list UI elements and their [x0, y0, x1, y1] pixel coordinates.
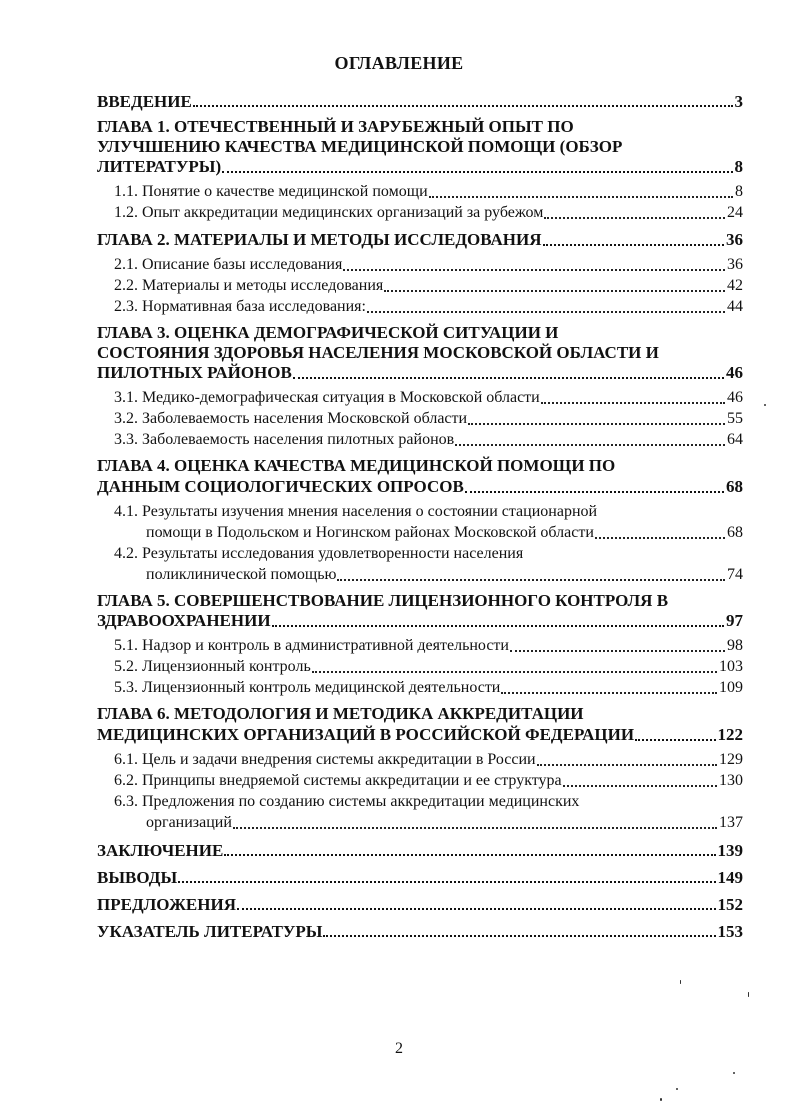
toc-page: 149 [717, 867, 743, 887]
dot-leader [337, 578, 725, 581]
chapter-title-line: СОСТОЯНИЯ ЗДОРОВЬЯ НАСЕЛЕНИЯ МОСКОВСКОЙ ОБЛАСТИ И [97, 342, 659, 362]
toc-page: 153 [717, 921, 743, 941]
toc-section-1-1[interactable] [97, 181, 743, 202]
dot-leader [237, 907, 716, 910]
toc-label: поликлинической помощью [146, 565, 337, 583]
toc-label: 1.2. Опыт аккредитации медицинских организаций за рубежом [114, 204, 544, 221]
toc-label: ЗАКЛЮЧЕНИЕ [97, 840, 224, 860]
scan-speck [733, 1072, 735, 1074]
toc-chapter-3[interactable] [97, 323, 743, 383]
toc-page: 36 [726, 230, 743, 249]
toc-page: 46 [727, 389, 743, 406]
chapter-title-line: ГЛАВА 1. ОТЕЧЕСТВЕННЫЙ И ЗАРУБЕЖНЫЙ ОПЫТ ПО [97, 117, 574, 136]
dot-leader [465, 490, 724, 493]
toc-section-6-3[interactable] [97, 791, 743, 833]
scan-speck [748, 992, 749, 997]
toc-page: 64 [727, 431, 743, 448]
toc-section-5-1[interactable] [97, 635, 743, 656]
toc-page: 55 [727, 410, 743, 427]
chapter-title-line: ГЛАВА 6. МЕТОДОЛОГИЯ И МЕТОДИКА АККРЕДИТАЦИИ [97, 704, 584, 723]
toc-page: 130 [719, 771, 743, 789]
toc-section-2-1[interactable] [97, 254, 743, 275]
dot-leader [343, 268, 725, 271]
toc-label: 2.2. Материалы и методы исследования [114, 277, 384, 294]
toc-section-2-2[interactable] [97, 275, 743, 296]
toc-section-5-3[interactable] [97, 677, 743, 698]
toc-entry-conclusion[interactable] [97, 841, 743, 860]
dot-leader [544, 216, 725, 219]
dot-leader [429, 195, 733, 198]
dot-leader [323, 934, 715, 937]
toc-label: ВВЕДЕНИЕ [97, 92, 192, 111]
toc-page: 8 [734, 157, 743, 176]
dot-leader [312, 670, 717, 673]
dot-leader [222, 170, 732, 173]
dot-leader [543, 243, 724, 246]
toc-chapter-5[interactable] [97, 591, 743, 632]
toc-section-1-2[interactable] [97, 202, 743, 223]
dot-leader [510, 649, 725, 652]
chapter-title-line: ЛИТЕРАТУРЫ) [97, 157, 222, 176]
scan-speck [660, 1098, 662, 1101]
toc-label: 6.1. Цель и задачи внедрения системы аккредитации в России [114, 750, 536, 768]
toc-page: 42 [727, 277, 743, 294]
toc-label: 6.3. Предложения по созданию системы аккредитации медицинских [114, 792, 580, 810]
toc-label: 5.1. Надзор и контроль в административной деятельности [114, 637, 509, 654]
toc-entry-references[interactable] [97, 922, 743, 941]
toc-section-4-2[interactable] [97, 543, 743, 585]
toc-label: 3.3. Заболеваемость населения пилотных районов [114, 431, 455, 448]
toc-label: 4.1. Результаты изучения мнения населения о состоянии стационарной [114, 502, 598, 520]
chapter-title-line: ДАННЫМ СОЦИОЛОГИЧЕСКИХ ОПРОСОВ [97, 476, 464, 496]
dot-leader [384, 289, 725, 292]
dot-leader [455, 443, 725, 446]
toc-section-4-1[interactable] [97, 501, 743, 543]
page-title: ОГЛАВЛЕНИЕ [334, 53, 464, 73]
toc-page: 98 [727, 637, 743, 654]
toc-section-3-1[interactable] [97, 387, 743, 408]
toc-entry-findings[interactable] [97, 868, 743, 887]
toc-chapter-1[interactable] [97, 117, 743, 177]
toc-label: УКАЗАТЕЛЬ ЛИТЕРАТУРЫ [97, 921, 323, 941]
dot-leader [193, 104, 733, 107]
toc-label: 4.2. Результаты исследования удовлетворенности населения [114, 544, 524, 562]
toc-label: 2.1. Описание базы исследования [114, 256, 343, 273]
toc-section-6-2[interactable] [97, 770, 743, 791]
toc-page: 68 [727, 523, 743, 541]
dot-leader [468, 422, 725, 425]
toc-section-2-3[interactable] [97, 296, 743, 317]
toc-page: 122 [717, 724, 743, 744]
chapter-title-line: ГЛАВА 3. ОЦЕНКА ДЕМОГРАФИЧЕСКОЙ СИТУАЦИИ И [97, 323, 559, 342]
toc-page: 44 [727, 298, 743, 315]
toc-entry-proposals[interactable] [97, 895, 743, 914]
toc-label: ВЫВОДЫ [97, 867, 178, 887]
dot-leader [595, 536, 725, 539]
chapter-title-line: МЕДИЦИНСКИХ ОРГАНИЗАЦИЙ В РОССИЙСКОЙ ФЕДЕРАЦИИ [97, 724, 635, 744]
toc-page: 46 [726, 363, 743, 382]
toc-page: 109 [719, 679, 743, 696]
toc-section-3-3[interactable] [97, 429, 743, 450]
toc-page: 129 [719, 750, 743, 768]
toc-page: 137 [719, 813, 743, 831]
page-number: 2 [395, 1040, 403, 1057]
chapter-title-line: ЗДРАВООХРАНЕНИИ [97, 611, 271, 630]
toc-section-3-2[interactable] [97, 408, 743, 429]
chapter-title-line: УЛУЧШЕНИЮ КАЧЕСТВА МЕДИЦИНСКОЙ ПОМОЩИ (ОБЗОР [97, 136, 623, 156]
toc-chapter-2[interactable] [97, 229, 743, 250]
toc-label: 5.3. Лицензионный контроль медицинской деятельности [114, 679, 501, 696]
toc-label: 6.2. Принципы внедряемой системы аккредитации и ее структура [114, 771, 562, 789]
chapter-title-line: ГЛАВА 2. МАТЕРИАЛЫ И МЕТОДЫ ИССЛЕДОВАНИЯ [97, 230, 542, 249]
chapter-title-line: ГЛАВА 4. ОЦЕНКА КАЧЕСТВА МЕДИЦИНСКОЙ ПОМОЩИ ПО [97, 456, 616, 475]
toc-label: организаций [146, 813, 232, 831]
toc-label: 2.3. Нормативная база исследования: [114, 298, 366, 315]
toc-page: 36 [727, 256, 743, 273]
dot-leader [233, 826, 717, 829]
toc-chapter-4[interactable] [97, 456, 743, 497]
scan-speck [680, 980, 681, 984]
toc-label: 3.1. Медико-демографическая ситуация в Московской области [114, 389, 540, 406]
dot-leader [537, 763, 717, 766]
toc-page: 68 [726, 476, 743, 496]
toc-section-5-2[interactable] [97, 656, 743, 677]
toc-label: помощи в Подольском и Ногинском районах Московской области [146, 523, 594, 541]
chapter-title-line: ГЛАВА 5. СОВЕРШЕНСТВОВАНИЕ ЛИЦЕНЗИОННОГО КОНТРОЛЯ В [97, 590, 669, 610]
dot-leader [501, 691, 717, 694]
toc-page: 74 [727, 565, 743, 583]
toc-section-6-1[interactable] [97, 749, 743, 770]
toc-label: ПРЕДЛОЖЕНИЯ [97, 894, 236, 914]
scan-speck [676, 1088, 678, 1090]
dot-leader [178, 880, 715, 883]
dot-leader [635, 738, 715, 741]
toc-label: 1.1. Понятие о качестве медицинской помощи [114, 183, 428, 200]
toc-page: 8 [735, 183, 743, 200]
dot-leader [367, 310, 725, 313]
toc-entry-introduction[interactable] [97, 92, 743, 111]
toc-label: 3.2. Заболеваемость населения Московской области [114, 410, 468, 427]
scan-speck [764, 404, 766, 406]
dot-leader [224, 853, 715, 856]
dot-leader [293, 376, 724, 379]
toc-page: 24 [727, 204, 743, 221]
table-of-contents [97, 90, 743, 941]
toc-label: 5.2. Лицензионный контроль [114, 658, 311, 675]
toc-page: 3 [734, 92, 743, 111]
dot-leader [541, 401, 725, 404]
chapter-title-line: ПИЛОТНЫХ РАЙОНОВ [97, 363, 292, 382]
dot-leader [272, 624, 724, 627]
toc-chapter-6[interactable] [97, 704, 743, 745]
toc-page: 139 [717, 840, 743, 860]
dot-leader [563, 784, 717, 787]
toc-page: 97 [726, 611, 743, 630]
toc-page: 152 [717, 894, 743, 914]
toc-page: 103 [719, 658, 743, 675]
